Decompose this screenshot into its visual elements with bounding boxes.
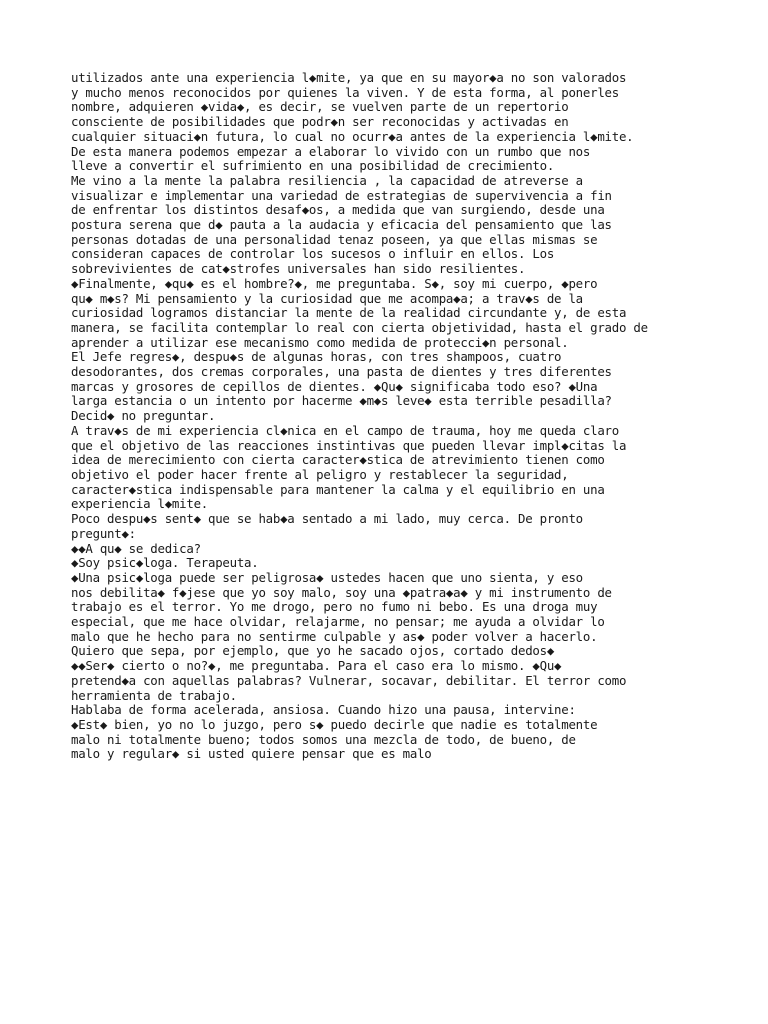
text-line: de enfrentar los distintos desaf◆os, a medida que van surgiendo, desde una [71,202,605,218]
text-line: malo y regular◆ si usted quiere pensar que es malo [71,746,432,762]
text-line: qu◆ m◆s? Mi pensamiento y la curiosidad que me acompa◆a; a trav◆s de la [71,290,583,306]
text-line: larga estancia o un intento por hacerme ◆m◆s leve◆ esta terrible pesadilla? [71,393,612,409]
text-line: experiencia l◆mite. [71,496,208,512]
text-line: malo ni totalmente bueno; todos somos una mezcla de todo, de bueno, de [71,731,576,747]
text-line: Decid◆ no preguntar. [71,408,216,424]
text-line: curiosidad logramos distanciar la mente de la realidad circundante y, de esta [71,305,627,321]
text-line: desodorantes, dos cremas corporales, una pasta de dientes y tres diferentes [71,364,612,380]
text-line: pretend◆a con aquellas palabras? Vulnerar, socavar, debilitar. El terror como [71,672,627,688]
text-line: caracter◆stica indispensable para mantener la calma y el equilibrio en una [71,481,605,497]
text-line: y mucho menos reconocidos por quienes la viven. Y de esta forma, al ponerles [71,84,619,100]
text-line: consciente de posibilidades que podr◆n ser reconocidas y activadas en [71,114,569,130]
text-line: pregunt◆: [71,525,136,541]
text-line: Hablaba de forma acelerada, ansiosa. Cuando hizo una pausa, intervine: [71,702,576,718]
text-line: ◆◆Ser◆ cierto o no?◆, me preguntaba. Para el caso era lo mismo. ◆Qu◆ [71,658,562,674]
text-line: consideran capaces de controlar los sucesos o influir en ellos. Los [71,246,555,262]
text-line: Quiero que sepa, por ejemplo, que yo he sacado ojos, cortado dedos◆ [71,643,555,659]
text-line: nombre, adquieren ◆vida◆, es decir, se vuelven parte de un repertorio [71,99,569,115]
text-line: A trav◆s de mi experiencia cl◆nica en el campo de trauma, hoy me queda claro [71,422,619,438]
text-line: nos debilita◆ f◆jese que yo soy malo, soy una ◆patra◆a◆ y mi instrumento de [71,584,612,600]
text-line: Poco despu◆s sent◆ que se hab◆a sentado a mi lado, muy cerca. De pronto [71,511,583,527]
text-line: visualizar e implementar una variedad de estrategias de supervivencia a fin [71,187,612,203]
text-line: utilizados ante una experiencia l◆mite, ya que en su mayor◆a no son valorados [71,70,627,85]
text-line: herramienta de trabajo. [71,687,237,703]
text-line: sobrevivientes de cat◆strofes universales han sido resilientes. [71,261,526,277]
text-line: ◆Soy psic◆loga. Terapeuta. [71,555,259,571]
text-line: Me vino a la mente la palabra resiliencia , la capacidad de atreverse a [71,172,583,188]
text-line: manera, se facilita contemplar lo real con cierta objetividad, hasta el grado de [71,319,648,335]
text-line: lleve a convertir el sufrimiento en una posibilidad de crecimiento. [71,158,555,174]
text-line: ◆Una psic◆loga puede ser peligrosa◆ ustedes hacen que uno sienta, y eso [71,569,583,585]
text-line: cualquier situaci◆n futura, lo cual no ocurr◆a antes de la experiencia l◆mite. [71,128,634,144]
text-line: ◆◆A qu◆ se dedica? [71,540,201,556]
text-line: objetivo el poder hacer frente al peligro y restablecer la seguridad, [71,466,569,482]
text-line: que el objetivo de las reacciones instintivas que pueden llevar impl◆citas la [71,437,627,453]
text-line: ◆Finalmente, ◆qu◆ es el hombre?◆, me preguntaba. S◆, soy mi cuerpo, ◆pero [71,275,598,291]
text-line: postura serena que d◆ pauta a la audacia y eficacia del pensamiento que las [71,217,612,233]
text-line: malo que he hecho para no sentirme culpable y as◆ poder volver a hacerlo. [71,628,598,644]
text-line: De esta manera podemos empezar a elaborar lo vivido con un rumbo que nos [71,143,591,159]
text-line: El Jefe regres◆, despu◆s de algunas horas, con tres shampoos, cuatro [71,349,562,365]
text-line: ◆Est◆ bien, yo no lo juzgo, pero s◆ puedo decirle que nadie es totalmente [71,716,598,732]
text-line: trabajo es el terror. Yo me drogo, pero no fumo ni bebo. Es una droga muy [71,599,598,615]
text-line: especial, que me hace olvidar, relajarme, no pensar; me ayuda a olvidar lo [71,614,605,630]
document-page [71,71,751,762]
text-line: aprender a utilizar ese mecanismo como medida de protecci◆n personal. [71,334,569,350]
text-line: marcas y grosores de cepillos de dientes. ◆Qu◆ significaba todo eso? ◆Una [71,378,598,394]
text-line: personas dotadas de una personalidad tenaz poseen, ya que ellas mismas se [71,231,598,247]
text-line: idea de merecimiento con cierta caracter◆stica de atrevimiento tienen como [71,452,605,468]
